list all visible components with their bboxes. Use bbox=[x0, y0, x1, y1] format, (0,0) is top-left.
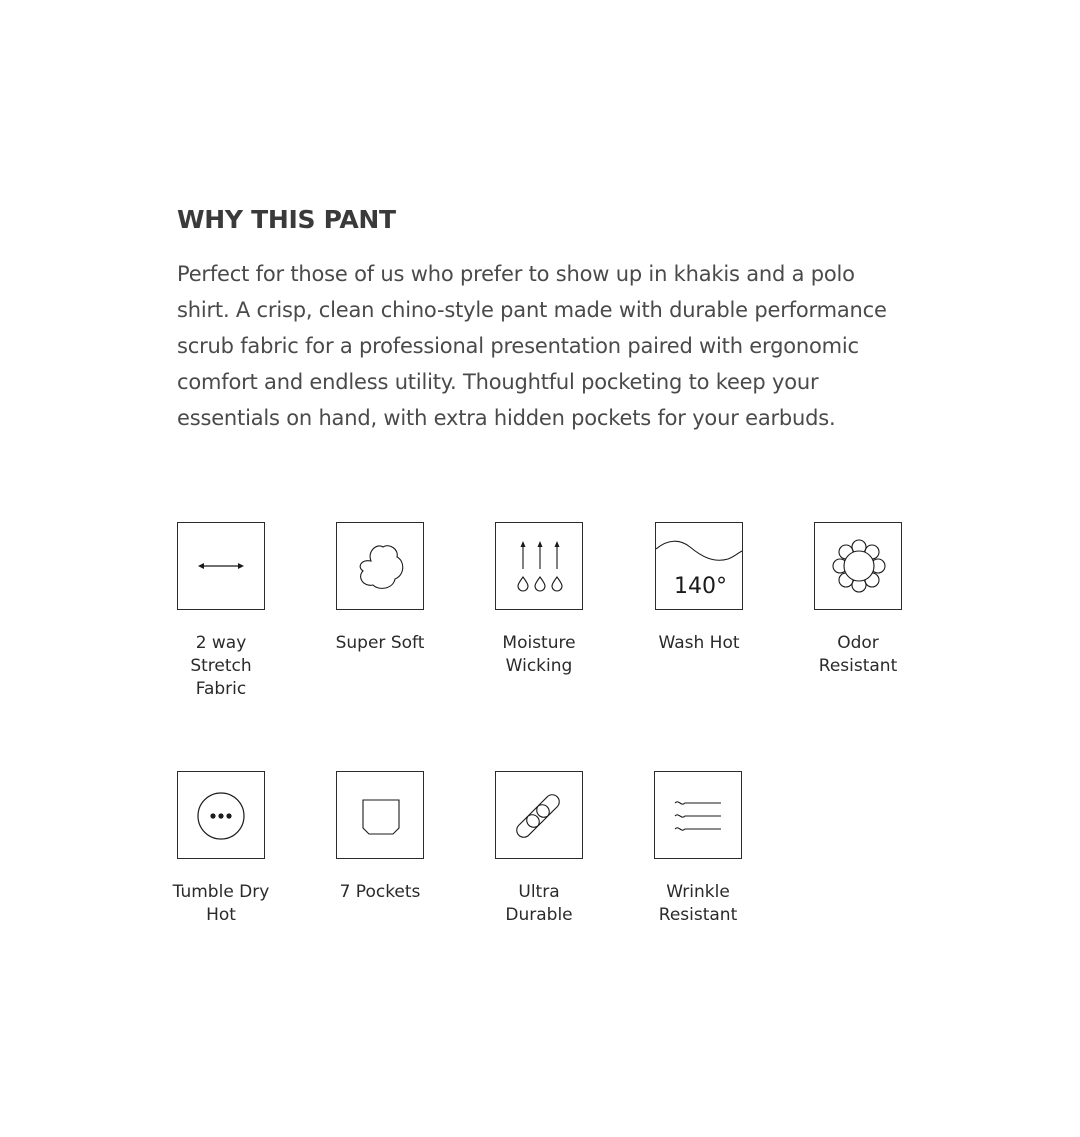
feature-stretch bbox=[141, 522, 301, 701]
feature-label: Ultra Durable bbox=[505, 882, 573, 925]
wrinkle-lines-icon bbox=[654, 771, 742, 859]
feature-label: Tumble Dry Hot bbox=[172, 882, 270, 925]
flower-icon bbox=[814, 522, 902, 610]
feature-label: Super Soft bbox=[335, 633, 425, 653]
feature-label: Moisture Wicking bbox=[502, 633, 576, 676]
feature-wash-hot bbox=[619, 522, 779, 655]
feature-label: 2 way Stretch Fabric bbox=[190, 633, 252, 699]
cloud-icon bbox=[336, 522, 424, 610]
feature-pockets bbox=[300, 771, 460, 904]
pocket-icon bbox=[336, 771, 424, 859]
feature-label: Odor Resistant bbox=[818, 633, 898, 676]
feature-moisture-wicking bbox=[459, 522, 619, 678]
chain-link-icon bbox=[495, 771, 583, 859]
feature-label: Wrinkle Resistant bbox=[658, 882, 738, 925]
feature-label: Wash Hot bbox=[658, 633, 740, 653]
feature-tumble-dry bbox=[141, 771, 301, 927]
section-heading: WHY THIS PANT bbox=[177, 205, 396, 234]
wash-hot-icon bbox=[655, 522, 743, 610]
feature-odor-resistant bbox=[778, 522, 938, 678]
feature-ultra-durable bbox=[459, 771, 619, 927]
why-this-pant-section bbox=[177, 200, 907, 436]
section-description: Perfect for those of us who prefer to show up in khakis and a polo shirt. A crisp, clean chino-style pant made with durable performance scrub fabric for a professional presentation paired with ergonomic comfort and endless utility. Thoughtful pocketing to keep your essentials on hand, with extra hidden pockets for your earbuds. bbox=[177, 262, 887, 430]
feature-super-soft bbox=[300, 522, 460, 655]
feature-label: 7 Pockets bbox=[339, 882, 421, 902]
tumble-dry-icon bbox=[177, 771, 265, 859]
moisture-wicking-icon bbox=[495, 522, 583, 610]
wash-temperature-text: 140° bbox=[674, 574, 727, 599]
feature-wrinkle-resistant bbox=[618, 771, 778, 927]
stretch-arrows-icon bbox=[177, 522, 265, 610]
